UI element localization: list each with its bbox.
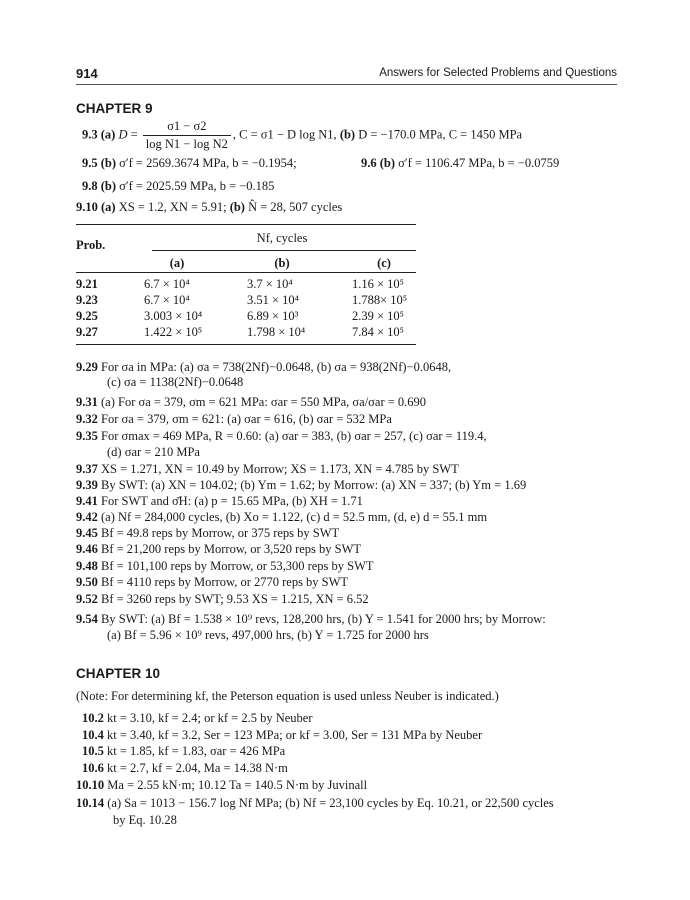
chapter-10-note: (Note: For determining kf, the Peterson equation is used unless Neuber is indicated.) xyxy=(76,689,499,703)
table-cell-prob: 9.27 xyxy=(76,325,98,339)
answer-10-2: 10.2 kt = 3.10, kf = 2.4; or kf = 2.5 by Neuber xyxy=(82,711,313,725)
answer-9-42: 9.42 (a) Nf = 284,000 cycles, (b) Xo = 1.122, (c) d = 52.5 mm, (d, e) d = 55.1 mm xyxy=(76,510,488,524)
answer-9-41: 9.41 For SWT and σ̄H: (a) p = 15.65 MPa, (b) XH = 1.71 xyxy=(76,494,363,508)
answer-10-5: 10.5 kt = 1.85, kf = 1.83, σar = 426 MPa xyxy=(82,744,286,758)
answer-9-37: 9.37 XS = 1.271, XN = 10.49 by Morrow; XS = 1.173, XN = 4.785 by SWT xyxy=(76,462,459,476)
answer-10-6: 10.6 kt = 2.7, kf = 2.04, Ma = 14.38 N·m xyxy=(82,761,288,775)
table-cell: 6.7 × 10⁴ xyxy=(144,277,190,291)
table-cell: 3.51 × 10⁴ xyxy=(247,293,300,307)
table-col-b: (b) xyxy=(274,256,290,270)
answer-9-48: 9.48 Bf = 101,100 reps by Morrow, or 53,300 reps by SWT xyxy=(76,559,374,573)
chapter-10-heading: CHAPTER 10 xyxy=(76,666,161,681)
table-top-rule xyxy=(76,224,416,225)
table-cell: 6.89 × 10³ xyxy=(247,309,299,323)
answer-10-14: 10.14 (a) Sa = 1013 − 156.7 log Nf MPa; (b) Nf = 23,100 cycles by Eq. 10.21, or 22,500 cycles xyxy=(76,796,554,810)
table-col-c: (c) xyxy=(377,256,391,270)
table-header-prob: Prob. xyxy=(76,238,106,252)
answer-9-35: 9.35 For σmax = 469 MPa, R = 0.60: (a) σar = 383, (b) σar = 257, (c) σar = 119.4, xyxy=(76,429,487,443)
answer-number: 9.3 xyxy=(82,127,98,142)
table-cell: 1.788× 10⁵ xyxy=(352,293,408,307)
table-cell-prob: 9.21 xyxy=(76,277,98,291)
table-cell: 6.7 × 10⁴ xyxy=(144,293,190,307)
answer-9-54-cont: (a) Bf = 5.96 × 10⁹ revs, 497,000 hrs, (b) Y = 1.725 for 2000 hrs xyxy=(107,628,429,642)
answer-9-50: 9.50 Bf = 4110 reps by Morrow, or 2770 reps by SWT xyxy=(76,575,349,589)
table-group-rule xyxy=(152,250,416,251)
answer-10-14-cont: by Eq. 10.28 xyxy=(113,813,177,827)
answer-10-10: 10.10 Ma = 2.55 kN·m; 10.12 Ta = 140.5 N·m by Juvinall xyxy=(76,778,368,792)
table-cell: 7.84 × 10⁵ xyxy=(352,325,405,339)
answer-9-6: 9.6 (b) σ′f = 1106.47 MPa, b = −0.0759 xyxy=(361,156,560,170)
answer-9-31: 9.31 (a) For σa = 379, σm = 621 MPa: σar = 550 MPa, σa/σar = 0.690 xyxy=(76,395,427,409)
table-cell: 3.7 × 10⁴ xyxy=(247,277,293,291)
chapter-9-heading: CHAPTER 9 xyxy=(76,101,153,116)
fraction xyxy=(143,119,231,152)
table-bottom-rule xyxy=(76,344,416,345)
table-cell: 1.422 × 10⁵ xyxy=(144,325,203,339)
fraction-denominator: log N1 − log N2 xyxy=(145,137,228,151)
answer-9-45: 9.45 Bf = 49.8 reps by Morrow, or 375 reps by SWT xyxy=(76,526,340,540)
running-header xyxy=(76,66,617,85)
table-cell: 1.16 × 10⁵ xyxy=(352,277,405,291)
answer-9-8: 9.8 (b) σ′f = 2025.59 MPa, b = −0.185 xyxy=(82,179,275,193)
table-col-a: (a) xyxy=(169,256,185,270)
answer-9-10: 9.10 (a) XS = 1.2, XN = 5.91; (b) N̂ = 28, 507 cycles xyxy=(76,200,343,214)
table-header-nf: Nf, cycles xyxy=(256,231,308,245)
table-cell-prob: 9.23 xyxy=(76,293,98,307)
answer-9-5: 9.5 (b) σ′f = 2569.3674 MPa, b = −0.1954; xyxy=(82,156,297,170)
answer-9-52: 9.52 Bf = 3260 reps by SWT; 9.53 XS = 1.215, XN = 6.52 xyxy=(76,592,369,606)
page-number: 914 xyxy=(76,66,98,81)
table-header-rule xyxy=(76,272,416,273)
fraction-numerator: σ1 − σ2 xyxy=(143,119,231,136)
answer-9-35-cont: (d) σar = 210 MPa xyxy=(107,445,200,459)
table-cell: 2.39 × 10⁵ xyxy=(352,309,405,323)
table-cell: 1.798 × 10⁴ xyxy=(247,325,306,339)
answer-9-46: 9.46 Bf = 21,200 reps by Morrow, or 3,520 reps by SWT xyxy=(76,542,362,556)
table-cell-prob: 9.25 xyxy=(76,309,98,323)
answer-9-3: 9.3 (a) D = $\frac{\sigma 1 - \sigma 2}{\text{log N1 − log N2}}$ , C = σ1 − D log N1, (b) D = −170.0 MPa, C = 1450 MPa xyxy=(82,119,523,151)
answer-9-54: 9.54 By SWT: (a) Bf = 1.538 × 10⁹ revs, 128,200 hrs, (b) Y = 1.541 for 2000 hrs; by Morrow: xyxy=(76,612,546,626)
running-head-title: Answers for Selected Problems and Questions xyxy=(379,67,617,79)
answer-9-39: 9.39 By SWT: (a) XN = 104.02; (b) Ym = 1.62; by Morrow: (a) XN = 337; (b) Ym = 1.69 xyxy=(76,478,527,492)
answer-9-29: 9.29 For σa in MPa: (a) σa = 738(2Nf)−0.0648, (b) σa = 938(2Nf)−0.0648, xyxy=(76,360,452,374)
answer-9-29-cont: (c) σa = 1138(2Nf)−0.0648 xyxy=(107,375,244,389)
table-cell: 3.003 × 10⁴ xyxy=(144,309,203,323)
answer-10-4: 10.4 kt = 3.40, kf = 3.2, Ser = 123 MPa; or kf = 3.00, Ser = 131 MPa by Neuber xyxy=(82,728,483,742)
cycles-table xyxy=(76,224,416,342)
answer-9-32: 9.32 For σa = 379, σm = 621: (a) σar = 616, (b) σar = 532 MPa xyxy=(76,412,392,426)
